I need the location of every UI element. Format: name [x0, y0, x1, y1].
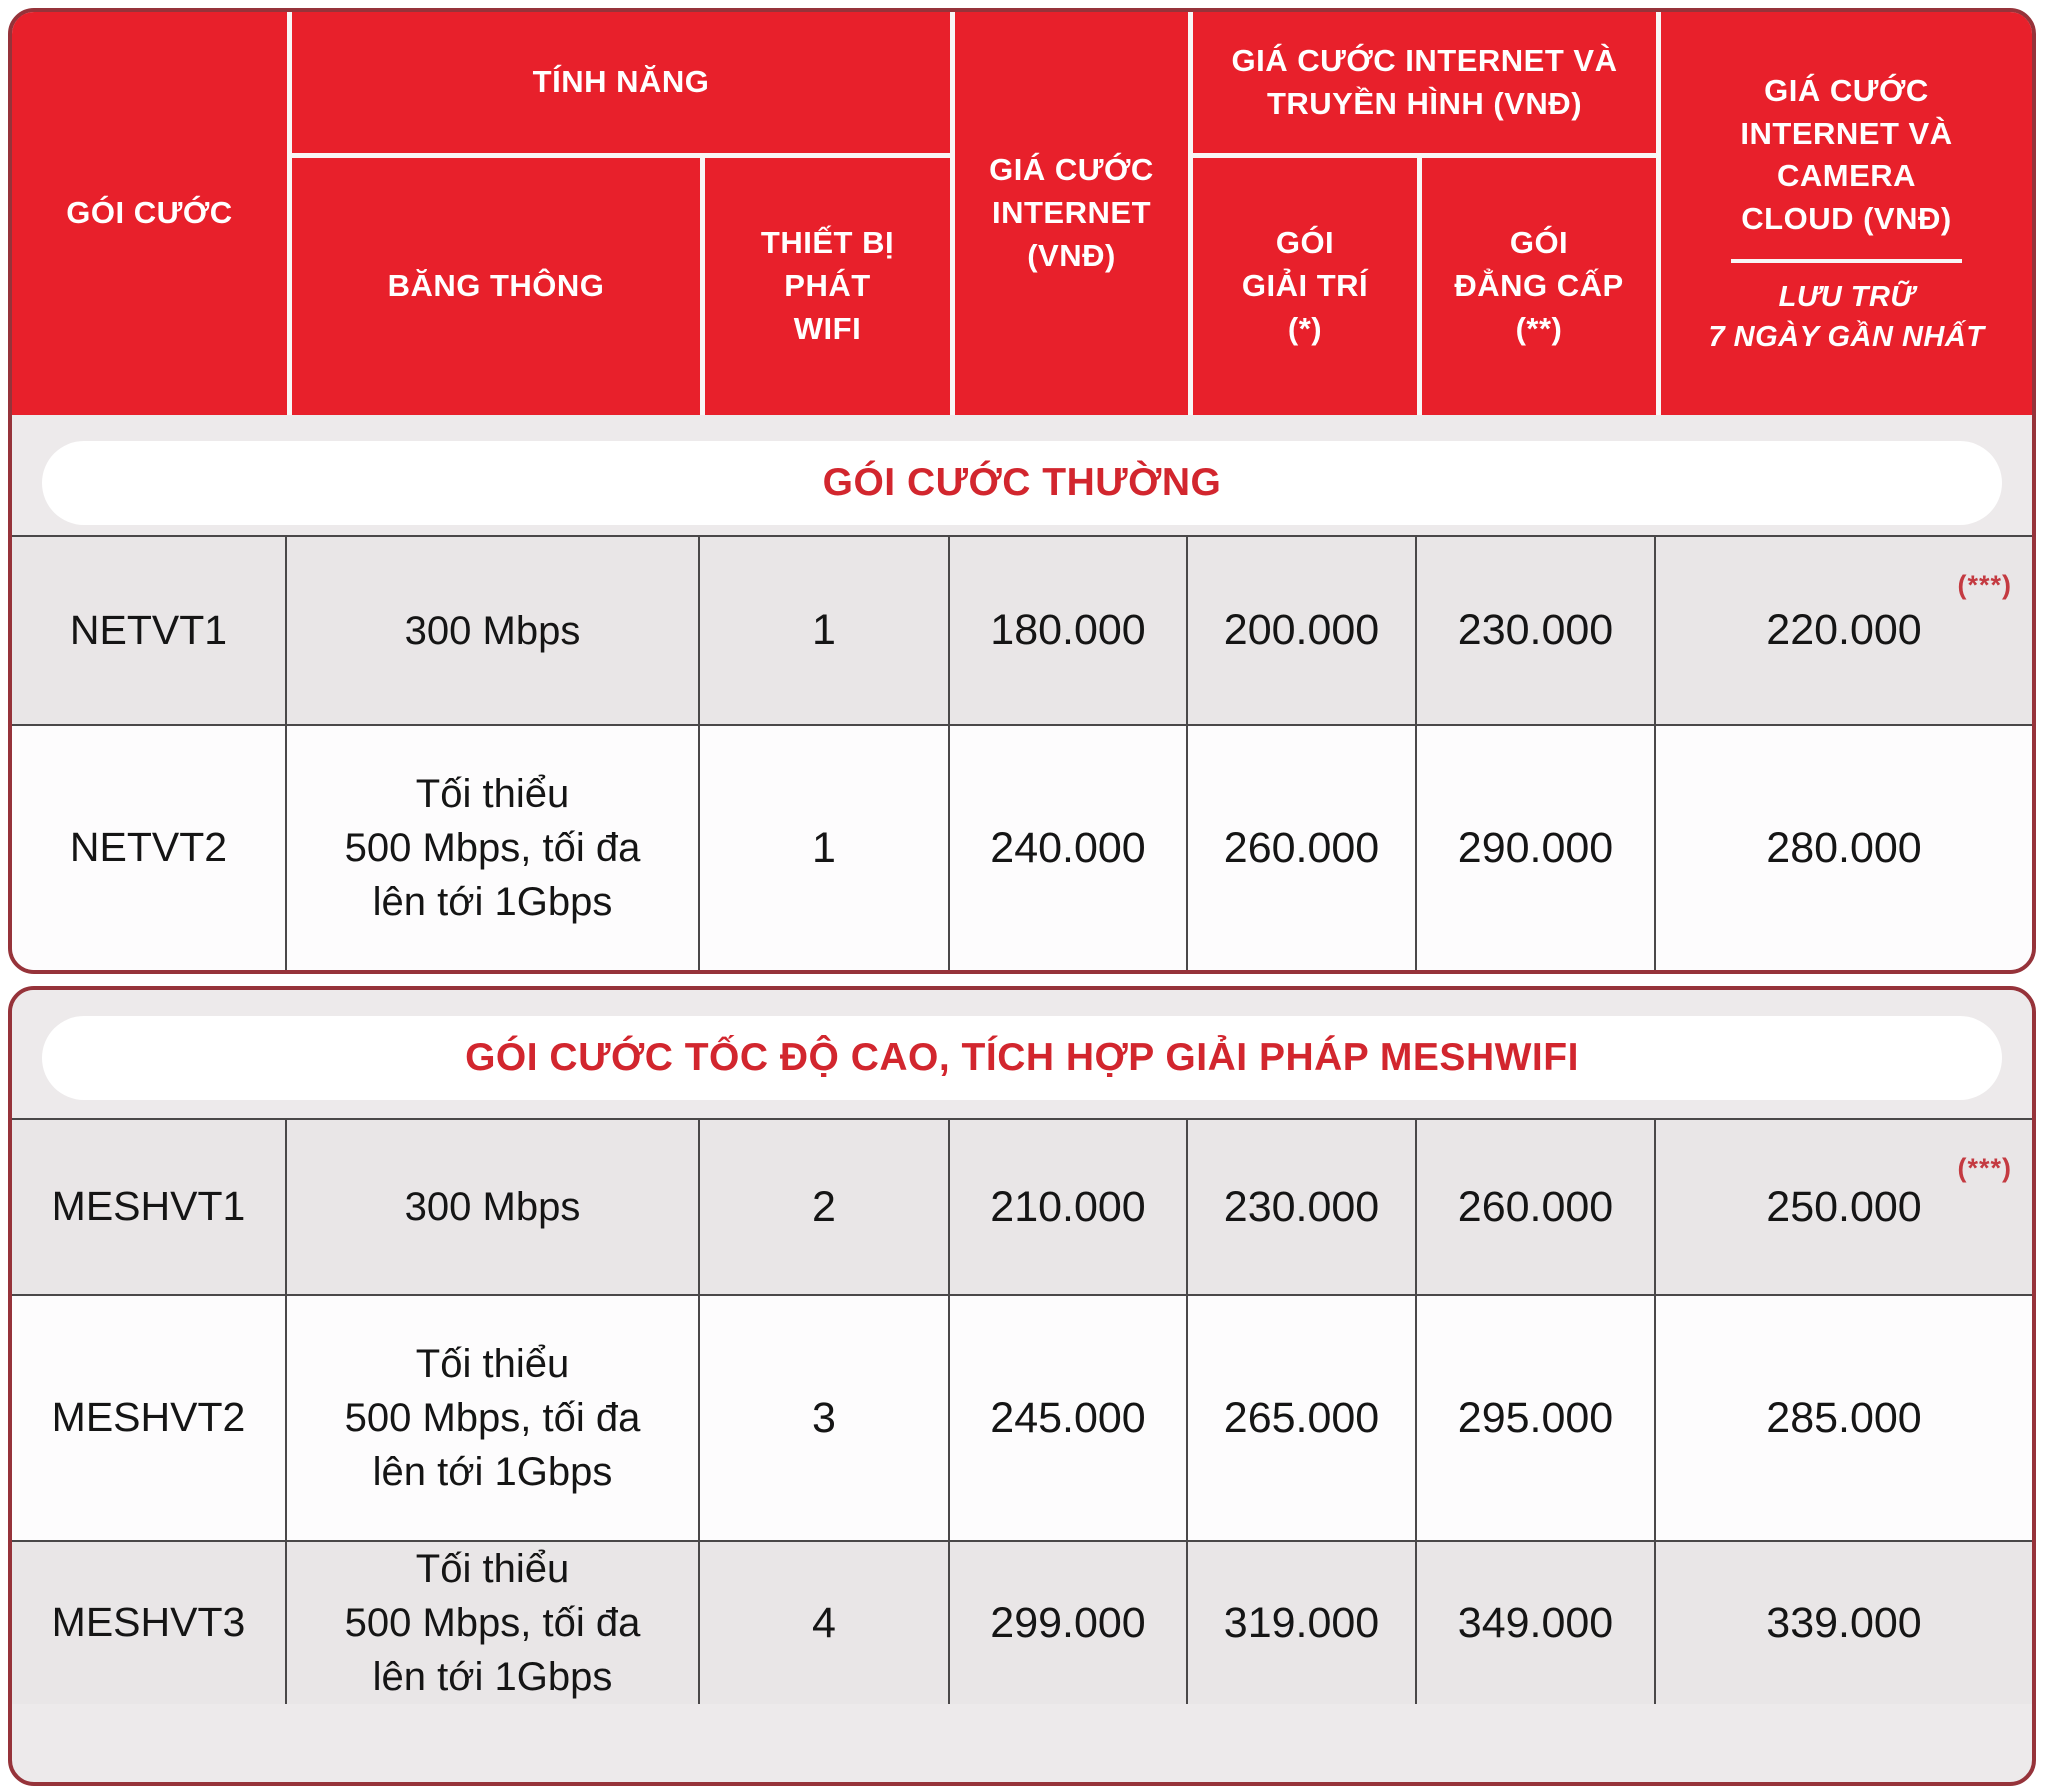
entertainment-price-cell: 265.000	[1188, 1294, 1417, 1540]
header-entertainment-line: GÓI	[1275, 225, 1335, 261]
package-name: MESHVT2	[12, 1294, 287, 1540]
header-camera-cloud-line: INTERNET VÀ	[1740, 115, 1953, 151]
camera-cloud-divider	[1731, 259, 1961, 263]
bandwidth-line: lên tới 1Gbps	[372, 880, 613, 924]
section-title-meshwifi: GÓI CƯỚC TỐC ĐỘ CAO, TÍCH HỢP GIẢI PHÁP MESHWIFI	[42, 1016, 2002, 1100]
header-internet-tv-group	[1188, 12, 1656, 158]
footnote-marker: (***)	[1957, 1153, 2012, 1183]
bandwidth-line: 300 Mbps	[404, 1185, 581, 1229]
header-package-column: GÓI CƯỚC	[66, 195, 233, 231]
internet-price-cell: 210.000	[950, 1118, 1188, 1294]
camera-price-value: 250.000	[1766, 1182, 1922, 1231]
rows-meshwifi	[12, 1118, 2032, 1704]
header-internet-price-line: GIÁ CƯỚC	[989, 152, 1154, 188]
camera-price-cell: 285.000	[1656, 1294, 2032, 1540]
entertainment-price-cell: 260.000	[1188, 724, 1417, 970]
bandwidth-line: 500 Mbps, tối đa	[344, 1601, 641, 1645]
entertainment-price-cell: 230.000	[1188, 1118, 1417, 1294]
premium-price-cell: 290.000	[1417, 724, 1656, 970]
header-internet-price-line: INTERNET	[992, 195, 1151, 231]
premium-price-cell: 349.000	[1417, 1540, 1656, 1704]
wifi-devices-cell: 2	[700, 1118, 950, 1294]
camera-price-cell	[1656, 535, 2032, 724]
internet-price-cell: 245.000	[950, 1294, 1188, 1540]
camera-price-value: 220.000	[1766, 606, 1922, 655]
package-name: NETVT2	[12, 724, 287, 970]
premium-price-cell: 230.000	[1417, 535, 1656, 724]
section-band-regular	[12, 415, 2032, 535]
section-title-regular: GÓI CƯỚC THƯỜNG	[42, 441, 2002, 525]
header-internet-price-column	[950, 12, 1188, 415]
internet-price-cell: 299.000	[950, 1540, 1188, 1704]
camera-price-cell: 339.000	[1656, 1540, 2032, 1704]
wifi-devices-cell: 4	[700, 1540, 950, 1704]
premium-price-cell: 295.000	[1417, 1294, 1656, 1540]
bandwidth-line: lên tới 1Gbps	[372, 1655, 613, 1699]
header-camera-cloud-line: CLOUD (VNĐ)	[1741, 201, 1952, 237]
header-wifi-device-line: PHÁT	[784, 268, 871, 304]
bandwidth-cell	[287, 724, 700, 970]
bandwidth-line: Tối thiểu	[415, 772, 570, 816]
bandwidth-line: Tối thiểu	[415, 1342, 570, 1386]
internet-price-cell: 240.000	[950, 724, 1188, 970]
header-wifi-device-line: WIFI	[793, 310, 862, 346]
bandwidth-cell	[287, 1294, 700, 1540]
header-features-group: TÍNH NĂNG	[287, 12, 950, 158]
rows-regular	[12, 535, 2032, 970]
header-entertainment-column	[1188, 158, 1417, 415]
header-camera-cloud-line: GIÁ CƯỚC	[1764, 72, 1929, 108]
bandwidth-line: 300 Mbps	[404, 608, 581, 653]
header-entertainment-line: (*)	[1287, 310, 1323, 346]
premium-price-cell: 260.000	[1417, 1118, 1656, 1294]
entertainment-price-cell: 200.000	[1188, 535, 1417, 724]
bandwidth-line: 500 Mbps, tối đa	[344, 826, 641, 870]
footnote-marker: (***)	[1957, 570, 2012, 600]
header-premium-line: GÓI	[1509, 225, 1569, 261]
pricing-panel-meshwifi	[8, 986, 2036, 1786]
wifi-devices-cell: 1	[700, 535, 950, 724]
bandwidth-cell	[287, 535, 700, 724]
pricing-panel-regular	[8, 8, 2036, 974]
package-name: NETVT1	[12, 535, 287, 724]
package-name: MESHVT1	[12, 1118, 287, 1294]
table-header	[12, 12, 2032, 415]
camera-storage-line: LƯU TRỮ	[1778, 281, 1915, 314]
bandwidth-line: Tối thiểu	[415, 1547, 570, 1591]
wifi-devices-cell: 3	[700, 1294, 950, 1540]
wifi-devices-cell: 1	[700, 724, 950, 970]
header-bandwidth-column: BĂNG THÔNG	[287, 158, 700, 415]
header-wifi-device-line: THIẾT BỊ	[760, 225, 895, 261]
bandwidth-line: lên tới 1Gbps	[372, 1450, 613, 1494]
header-internet-tv-line: TRUYỀN HÌNH (VNĐ)	[1266, 85, 1583, 121]
header-internet-tv-line: GIÁ CƯỚC INTERNET VÀ	[1231, 42, 1618, 78]
header-premium-line: ĐẲNG CẤP	[1454, 268, 1624, 304]
header-internet-price-line: (VNĐ)	[1027, 237, 1116, 273]
header-camera-cloud-column	[1656, 12, 2032, 415]
section-band-meshwifi	[12, 990, 2032, 1118]
bandwidth-line: 500 Mbps, tối đa	[344, 1396, 641, 1440]
camera-price-cell: 280.000	[1656, 724, 2032, 970]
entertainment-price-cell: 319.000	[1188, 1540, 1417, 1704]
package-name: MESHVT3	[12, 1540, 287, 1704]
header-premium-line: (**)	[1515, 310, 1563, 346]
header-wifi-device-column	[700, 158, 950, 415]
camera-storage-line: 7 NGÀY GẦN NHẤT	[1708, 321, 1985, 354]
bandwidth-cell	[287, 1118, 700, 1294]
header-entertainment-line: GIẢI TRÍ	[1241, 268, 1369, 304]
bandwidth-cell	[287, 1540, 700, 1704]
header-premium-column	[1417, 158, 1656, 415]
header-camera-cloud-line: CAMERA	[1776, 158, 1917, 194]
camera-price-cell	[1656, 1118, 2032, 1294]
internet-price-cell: 180.000	[950, 535, 1188, 724]
